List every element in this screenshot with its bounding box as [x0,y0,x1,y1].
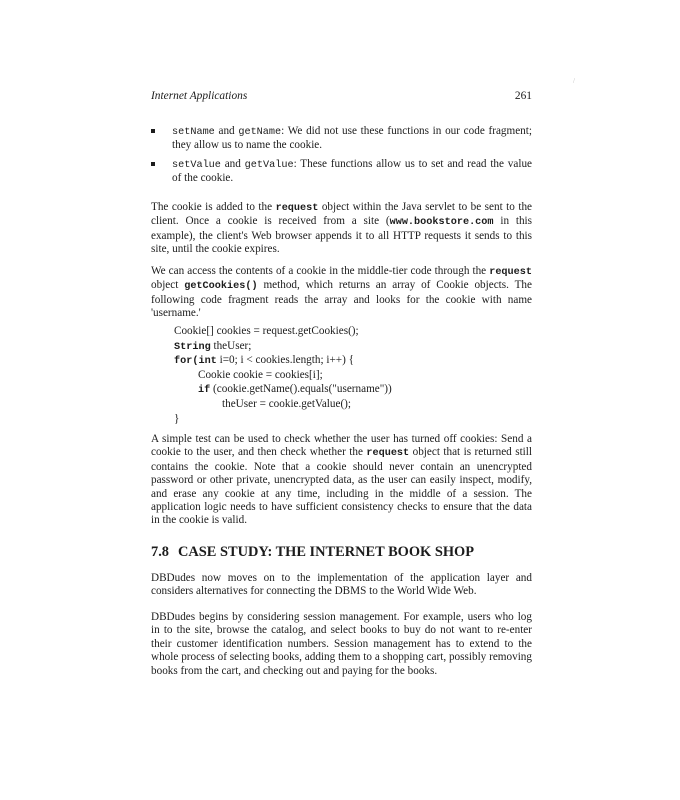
page-number: 261 [514,90,532,102]
paragraph-access-cookie [151,265,532,321]
code-line: } [174,412,180,425]
text-run: object [151,279,185,292]
text-run: object that is returned still contains the cookie. Note that a cookie should never contain an unencrypted password or other private, unencrypted data, as the user can easily inspect, modify, and erase any cookie at any time, including in the middle of a session. The application logic needs to have sufficient consistency checks to ensure that the data in the cookie is valid. [151,446,532,527]
paragraph-dbdudes-session: DBDudes begins by considering session management. For example, users who log in to the site, browse the catalog, and select books to buy do not want to re-enter their customer identification numbers. Session management has to extend to the whole process of selecting books, adding them to a shopping cart, possibly removing books from the cart, and checking out and paying for the books. [151,611,532,677]
running-header-title: Internet Applications [151,90,248,102]
text-run: in this example), the client's Web browser appends it to all HTTP requests it sends to this site, until the cookie expires. [151,215,533,256]
code-inline: setName [172,127,215,138]
code-inline: request [489,267,532,278]
text-run: and [214,125,239,137]
code-inline: getName [238,127,282,138]
section-title: CASE STUDY: THE INTERNET BOOK SHOP [178,544,475,560]
paragraph-simple-test [151,433,532,528]
bullet-text [172,158,532,186]
code-inline: request [366,448,410,460]
code-line: Cookie[] cookies = request.getCookies(); [174,325,359,337]
text-run: We can access the contents of a cookie in the middle-tier code through the [151,265,490,277]
scan-mark: / [573,77,575,85]
paragraph-dbdudes-moves: DBDudes now moves on to the implementation of the application layer and considers alternatives for connecting the DBMS to the World Wide Web. [151,572,532,598]
code-inline: getCookies() [184,281,258,293]
bullet-text [172,125,532,153]
code-line [174,339,514,354]
code-keyword: String [174,341,211,353]
section-heading [151,543,532,561]
bullet-square-icon [151,162,155,166]
code-keyword: for(int [174,356,217,368]
text-run: (cookie.getName().equals("username")) [210,383,392,396]
code-inline: setValue [172,160,221,171]
text-run: A simple test can be used to check whether the user has turned off cookies: Send a cookie to the user, and then check whether the [151,433,532,459]
bullet-square-icon [151,129,155,133]
text-run: : We did not use these functions in our code fragment; they allow us to name the cookie. [172,125,532,152]
text-run: The cookie is added to the [151,201,276,213]
code-line: Cookie cookie = cookies[i]; [198,368,323,381]
code-fragment [174,324,514,426]
text-run: i=0; i < cookies.length; i++) { [216,354,354,367]
code-inline: getValue [244,160,294,171]
code-keyword: if [198,385,211,397]
text-run: method, which returns an array of Cookie objects. The following code fragment reads the array and looks for the cookie with name 'username.' [151,279,532,320]
text-run: : These functions allow us to set and read the value of the cookie. [172,158,533,185]
text-run: theUser; [210,339,252,352]
code-line [174,382,514,397]
paragraph-cookie-added [151,201,532,257]
text-run: and [220,158,245,170]
text-run: object within the Java servlet to be sent to the client. Once a cookie is received from a site ( [151,201,532,228]
code-line: theUser = cookie.getValue(); [222,397,352,410]
code-inline: www.bookstore.com [389,217,494,229]
code-inline: request [275,203,319,214]
section-number: 7.8 [151,544,169,560]
code-line [174,353,514,368]
running-header [151,90,532,104]
